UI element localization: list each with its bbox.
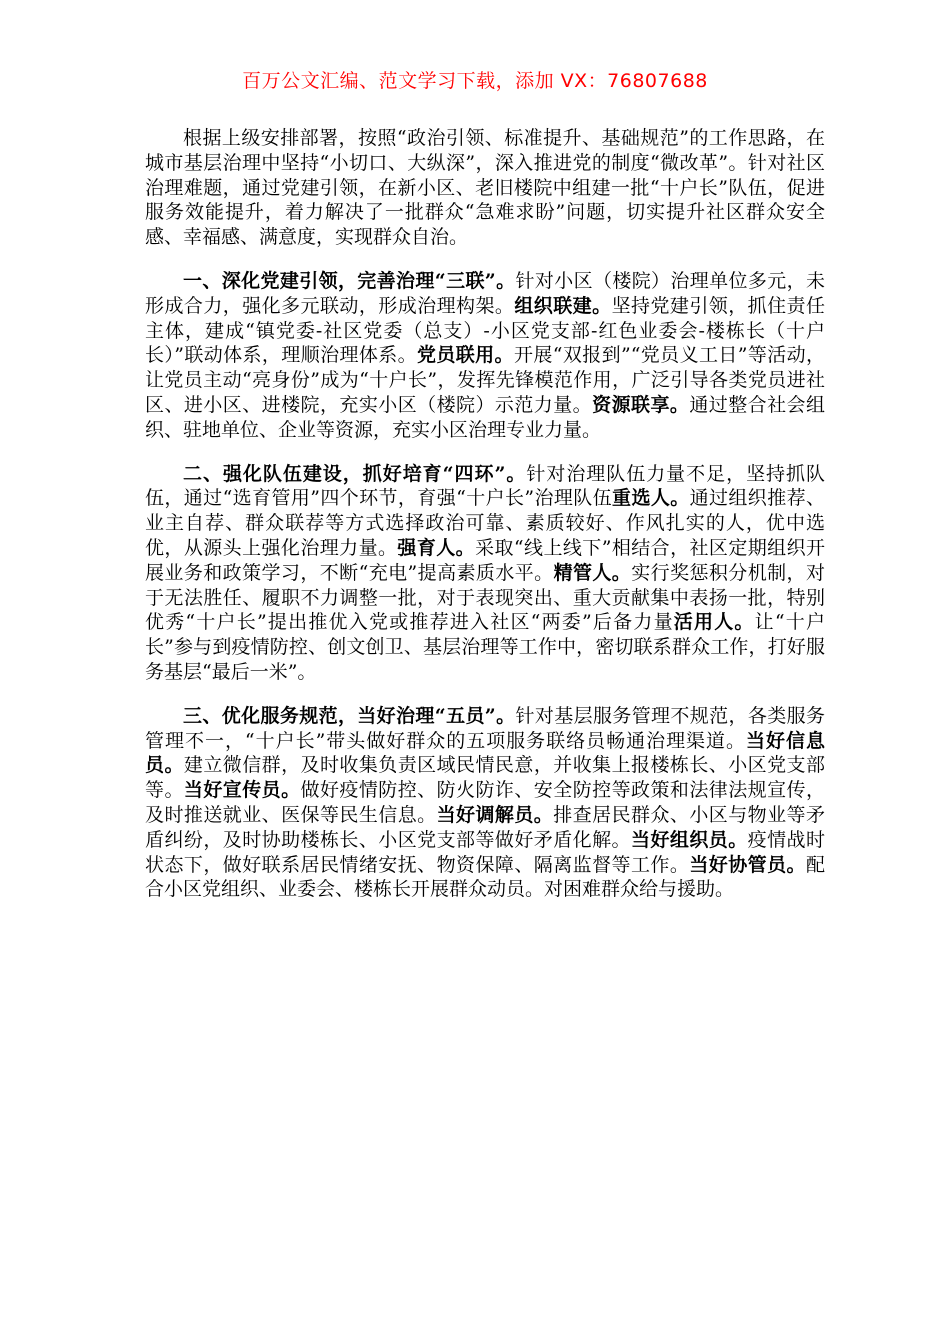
- subheading: 组织联建。: [514, 294, 612, 317]
- section-heading: 三、优化服务规范，当好治理“五员”。: [183, 704, 516, 727]
- paragraph-text: 通过整合社会组织、驻地单位、企业等资源，充实小区治理专业力量。: [145, 393, 825, 441]
- paragraph-text: 排查居民群众、小区与物业等矛盾纠纷，及时协助楼栋长、小区党支部等做好矛盾化解。: [145, 803, 825, 851]
- subheading: 当好协管员。: [689, 853, 806, 876]
- paragraph-text: 采取“线上线下”相结合，社区定期组织开展业务和政策学习，不断“充电”提高素质水平。: [145, 536, 825, 584]
- subheading: 活用人。: [673, 611, 755, 634]
- subheading: 当好组织员。: [631, 828, 748, 851]
- paragraph-text: 坚持党建引领，抓住责任主体，建成“镇党委-社区党委（总支）-小区党支部-红色业委会-楼栋长（十户长）”联动体系，理顺治理体系。: [145, 294, 825, 367]
- paragraph-section-2: [145, 462, 825, 685]
- subheading: 重选人。: [612, 487, 690, 510]
- paragraph-text: 通过组织推荐、业主自荐、群众联荐等方式选择政治可靠、素质较好、作风扎实的人，优中选优，从源头上强化治理力量。: [145, 487, 825, 559]
- paragraph-text: 配合小区党组织、业委会、楼栋长开展群众动员。对困难群众给与援助。: [145, 853, 825, 901]
- subheading: 当好信息员。: [145, 729, 825, 777]
- paragraph-text: 疫情战时状态下，做好联系居民情绪安抚、物资保障、隔离监督等工作。: [145, 828, 825, 876]
- paragraph-text: 根据上级安排部署，按照“政治引领、标准提升、基础规范”的工作思路，在城市基层治理中坚持“小切口、大纵深”，深入推进党的制度“微改革”。针对社区治理难题，通过党建引领，在新小区、老旧楼院中组建一批“十户长”队伍，促进服务效能提升，着力解决了一批群众“急难求盼”问题，切实提升社区群众安全感、幸福感、满意度，实现群众自治。: [145, 127, 825, 249]
- paragraph-text: 建立微信群，及时收集负责区域民情民意，并收集上报楼栋长、小区党支部等。: [145, 754, 825, 802]
- paragraph-text: 实行奖惩积分机制，对于无法胜任、履职不力调整一批，对于表现突出、重大贡献集中表扬一批，特别优秀“十户长”提出推优入党或推荐进入社区“两委”后备力量: [145, 561, 825, 634]
- paragraph-text: 开展“双报到”“党员义工日”等活动，让党员主动“亮身份”成为“十户长”，发挥先锋模范作用，广泛引导各类党员进社区、进小区、进楼院，充实小区（楼院）示范力量。: [145, 344, 825, 416]
- paragraph-text: 针对小区（楼院）治理单位多元，未形成合力，强化多元联动，形成治理构架。: [145, 269, 825, 317]
- subheading: 党员联用。: [417, 344, 514, 367]
- paragraph-text: 针对基层服务管理不规范，各类服务管理不一，“十户长”带头做好群众的五项服务联络员畅通治理渠道。: [145, 704, 825, 752]
- document-body: [145, 126, 825, 921]
- subheading: 当好宣传员。: [183, 779, 301, 802]
- page-header-watermark-text: 百万公文汇编、范文学习下载，添加 VX：76807688: [242, 70, 708, 92]
- section-heading: 二、强化队伍建设，抓好培育“四环”。: [183, 462, 527, 485]
- subheading: 资源联享。: [592, 393, 690, 416]
- paragraph-text: 让“十户长”参与到疫情防控、创文创卫、基层治理等工作中，密切联系群众工作，打好服务基层“最后一米”。: [145, 611, 825, 683]
- section-heading: 一、深化党建引领，完善治理“三联”。: [183, 269, 516, 292]
- subheading: 精管人。: [553, 561, 632, 584]
- paragraph-text: 做好疫情防控、防火防诈、安全防控等政策和法律法规宣传，及时推送就业、医保等民生信息。: [145, 779, 825, 826]
- paragraph-section-1: [145, 269, 825, 443]
- subheading: 强育人。: [397, 536, 476, 559]
- paragraph-section-3: [145, 704, 825, 902]
- paragraph-text: 针对治理队伍力量不足，坚持抓队伍，通过“选育管用”四个环节，育强“十户长”治理队伍: [145, 462, 825, 510]
- subheading: 当好调解员。: [436, 803, 554, 826]
- paragraph-intro: [145, 126, 825, 250]
